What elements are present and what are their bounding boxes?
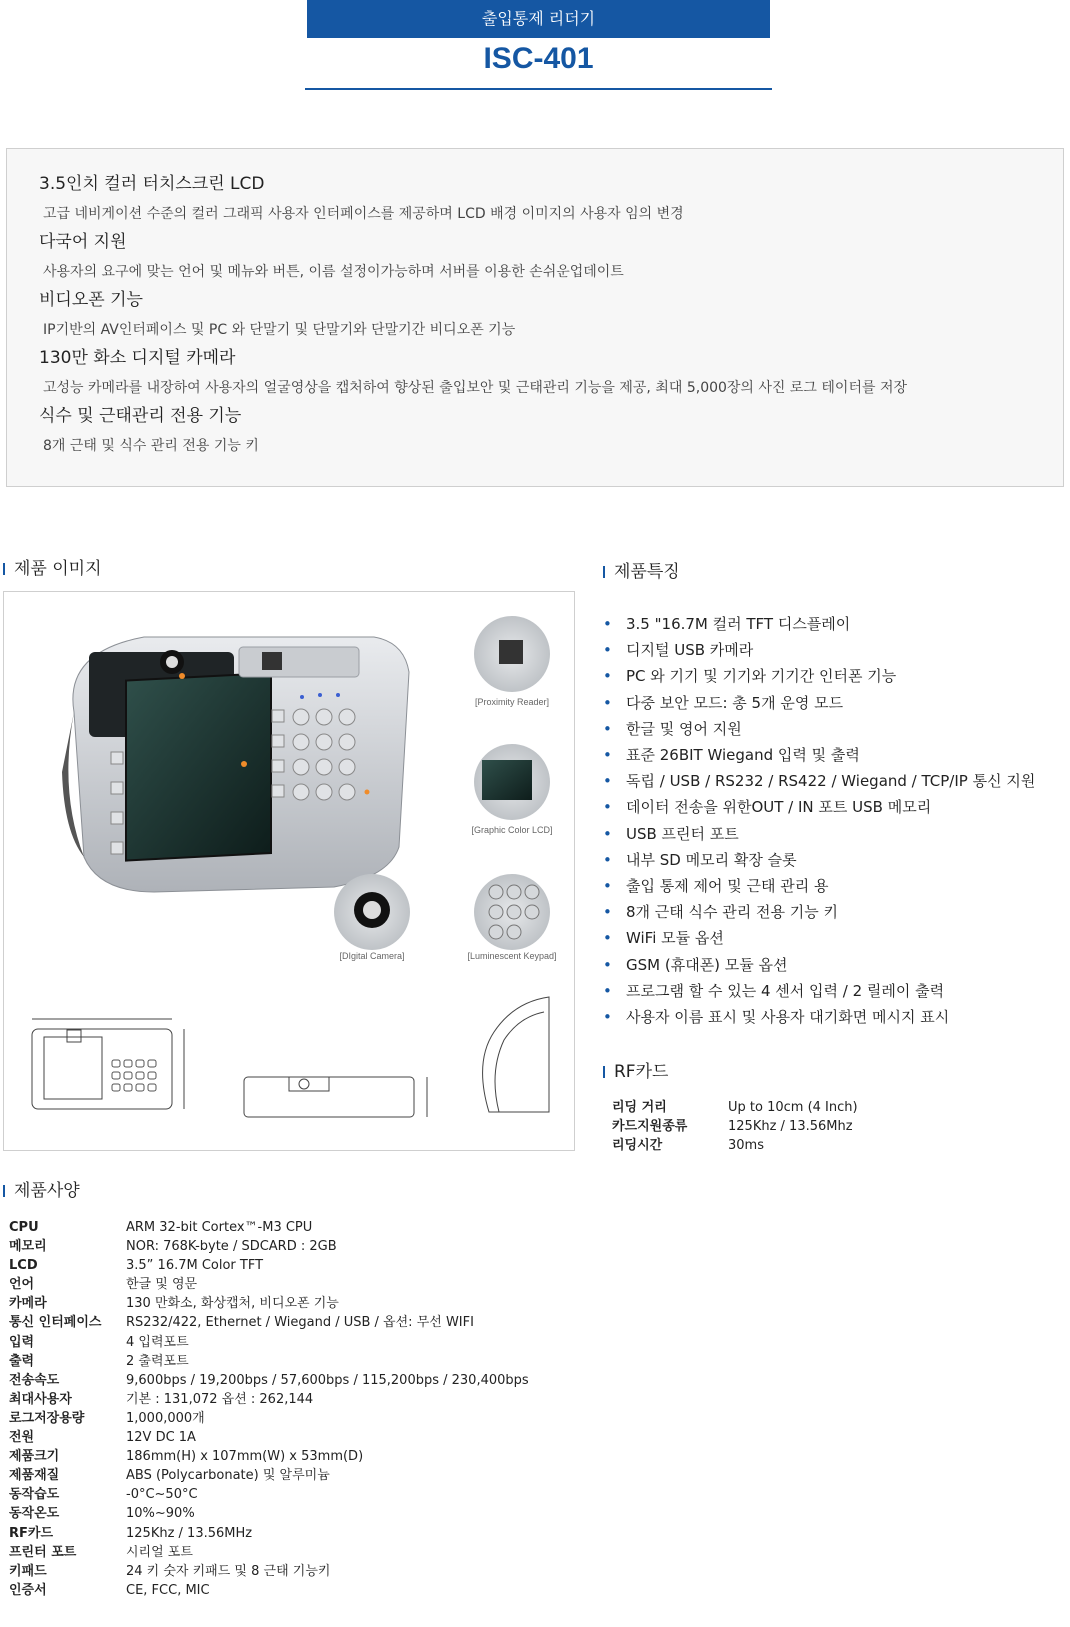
rf-value: Up to 10cm (4 Inch) [728,1100,858,1115]
feature-item: • 데이터 전송을 위한OUT / IN 포트 USB 메모리 [600,794,1035,820]
feature-item: • 표준 26BIT Wiegand 입력 및 출력 [600,742,1035,768]
spec-key: 동작온도 [9,1506,60,1522]
spec-row [9,1352,529,1371]
highlight-item [39,343,907,397]
title-underline [305,88,772,90]
rf-key: 리딩시간 [612,1138,663,1153]
spec-key: 동작습도 [9,1487,60,1503]
category-banner: 출입통제 리더기 [307,0,770,38]
spec-row [9,1524,529,1543]
highlight-title: 130만 화소 디지털 카메라 [39,348,236,368]
rf-key: 카드지원종류 [612,1119,688,1134]
spec-value: 4 입력포트 [126,1334,189,1350]
spec-row [9,1294,529,1313]
section-title: 제품 이미지 [14,559,102,579]
rf-value: 125Khz / 13.56Mhz [728,1119,853,1134]
feature-item: • 내부 SD 메모리 확장 슬롯 [600,847,1035,873]
feature-item: • 디지털 USB 카메라 [600,637,1035,663]
spec-key: LCD [9,1258,38,1274]
section-marker [3,1185,5,1197]
highlight-box [6,148,1064,487]
device-main [62,637,409,892]
model-title: ISC-401 [483,42,594,75]
spec-value: 기본 : 131,072 옵션 : 262,144 [126,1391,314,1407]
feature-item: • 다중 보안 모드: 총 5개 운영 모드 [600,690,1035,716]
spec-key: 로그저장용량 [9,1410,85,1426]
spec-row [9,1371,529,1390]
spec-value: -0°C~50°C [126,1487,198,1503]
spec-key: RF카드 [9,1525,54,1541]
rf-card-table [612,1098,858,1155]
highlight-title: 식수 및 근태관리 전용 기능 [39,406,242,426]
rf-row [612,1117,858,1136]
section-marker [603,566,605,578]
spec-row [9,1543,529,1562]
spec-row [9,1409,529,1428]
feature-item: • USB 프린터 포트 [600,821,1035,847]
highlight-item [39,227,624,281]
callout-keypad [467,874,556,961]
feature-item: • 프로그램 할 수 있는 4 센서 입력 / 2 릴레이 출력 [600,978,1035,1004]
spec-value: 24 키 숫자 키패드 및 8 근태 기능키 [126,1563,331,1579]
spec-value: 125Khz / 13.56MHz [126,1525,253,1541]
section-title: 제품특징 [614,562,680,582]
spec-value: 10%~90% [126,1506,195,1522]
spec-key: 프린터 포트 [9,1544,77,1560]
callout-lcd [471,744,552,835]
spec-row [9,1504,529,1523]
highlight-title: 3.5인치 컬러 터치스크린 LCD [39,174,265,194]
rf-row [612,1136,858,1155]
spec-key: 최대사용자 [9,1391,72,1407]
spec-row [9,1466,529,1485]
spec-value: CE, FCC, MIC [126,1582,210,1598]
callout-label: [Proximity Reader] [474,697,550,707]
highlight-title: 다국어 지원 [39,232,127,252]
feature-item: • 8개 근태 식수 관리 전용 기능 키 [600,899,1035,925]
spec-value: 12V DC 1A [126,1430,196,1446]
spec-value: ABS (Polycarbonate) 및 알루미늄 [126,1468,330,1484]
spec-table [9,1218,529,1600]
spec-value: NOR: 768K-byte / SDCARD : 2GB [126,1239,337,1255]
callout-proximity [474,616,550,707]
spec-value: RS232/422, Ethernet / Wiegand / USB / 옵션: 무선 WIFI [126,1315,474,1331]
highlight-item [39,169,684,223]
feature-item: • 3.5 "16.7M 컬러 TFT 디스플레이 [600,611,1035,637]
feature-item: • GSM (휴대폰) 모듈 옵션 [600,952,1035,978]
callout-label: [DIgital Camera] [339,951,405,961]
section-product-image [3,554,102,579]
spec-row [9,1218,529,1237]
callout-camera [334,874,410,961]
spec-key: CPU [9,1220,39,1235]
feature-item: • PC 와 기기 및 기기와 기기간 인터폰 기능 [600,663,1035,689]
feature-item: • 사용자 이름 표시 및 사용자 대기화면 메시지 표시 [600,1004,1035,1030]
spec-value: 한글 및 영문 [126,1277,198,1293]
drawing-front [32,1019,184,1109]
section-features [603,557,680,582]
spec-row [9,1237,529,1256]
spec-value: 1,000,000개 [126,1410,205,1426]
section-title: 제품사양 [14,1181,80,1201]
spec-value: 2 출력포트 [126,1353,189,1369]
spec-value: ARM 32-bit Cortex™-M3 CPU [126,1220,313,1235]
spec-key: 입력 [9,1334,35,1350]
product-illustration [4,592,574,1150]
callout-label: [Graphic Color LCD] [471,825,553,835]
feature-item: • WiFi 모듈 옵션 [600,925,1035,951]
section-title: RF카드 [614,1062,669,1082]
spec-row [9,1313,529,1332]
highlight-desc: 고급 네비게이션 수준의 컬러 그래픽 사용자 인터페이스를 제공하며 LCD 배경 이미지의 사용자 임의 변경 [43,206,684,222]
spec-value: 3.5” 16.7M Color TFT [126,1258,264,1274]
spec-row [9,1428,529,1447]
rf-value: 30ms [728,1138,764,1153]
drawing-side [483,997,549,1112]
spec-key: 언어 [9,1277,35,1293]
product-image-panel [3,591,575,1151]
highlight-item [39,401,259,455]
highlight-desc: 사용자의 요구에 맞는 언어 및 메뉴와 버튼, 이름 설정이가능하며 서버를 이용한 손쉬운업데이트 [43,264,624,280]
spec-row [9,1275,529,1294]
highlight-desc: 고성능 카메라를 내장하여 사용자의 얼굴영상을 캡처하여 향상된 출입보안 및 근태관리 기능을 제공, 최대 5,000장의 사진 로그 테이터를 저장 [43,380,907,396]
spec-key: 키패드 [9,1563,47,1579]
feature-list [600,611,1035,1030]
spec-key: 인증서 [9,1582,47,1598]
feature-item: • 출입 통제 제어 및 근태 관리 용 [600,873,1035,899]
drawing-top [244,1077,427,1117]
spec-key: 출력 [9,1353,35,1369]
spec-value: 130 만화소, 화상캡처, 비디오폰 기능 [126,1296,339,1312]
spec-key: 전원 [9,1430,35,1446]
spec-row [9,1485,529,1504]
spec-row [9,1447,529,1466]
spec-key: 카메라 [9,1296,47,1312]
highlight-desc: 8개 근태 및 식수 관리 전용 기능 키 [43,438,259,454]
spec-key: 전송속도 [9,1372,60,1388]
section-rf-card [603,1057,668,1082]
feature-item: • 한글 및 영어 지원 [600,716,1035,742]
feature-item: • 독립 / USB / RS232 / RS422 / Wiegand / TCP/IP 통신 지원 [600,768,1035,794]
spec-key: 제품크기 [9,1449,60,1465]
spec-row [9,1390,529,1409]
spec-row [9,1256,529,1275]
rf-key: 리딩 거리 [612,1100,667,1115]
spec-value: 186mm(H) x 107mm(W) x 53mm(D) [126,1449,364,1465]
section-marker [603,1066,605,1078]
spec-row [9,1333,529,1352]
spec-row [9,1581,529,1600]
rf-row [612,1098,858,1117]
highlight-title: 비디오폰 기능 [39,290,143,310]
highlight-item [39,285,515,339]
spec-row [9,1562,529,1581]
section-marker [3,563,5,575]
spec-key: 통신 인터페이스 [9,1315,102,1331]
highlight-desc: IP기반의 AV인터페이스 및 PC 와 단말기 및 단말기와 단말기간 비디오폰 기능 [43,322,516,338]
callout-label: [Luminescent Keypad] [467,951,557,961]
spec-value: 9,600bps / 19,200bps / 57,600bps / 115,200bps / 230,400bps [126,1372,529,1388]
spec-key: 메모리 [9,1239,47,1255]
section-spec [3,1176,80,1201]
spec-key: 제품재질 [9,1468,60,1484]
spec-value: 시리얼 포트 [126,1544,193,1560]
